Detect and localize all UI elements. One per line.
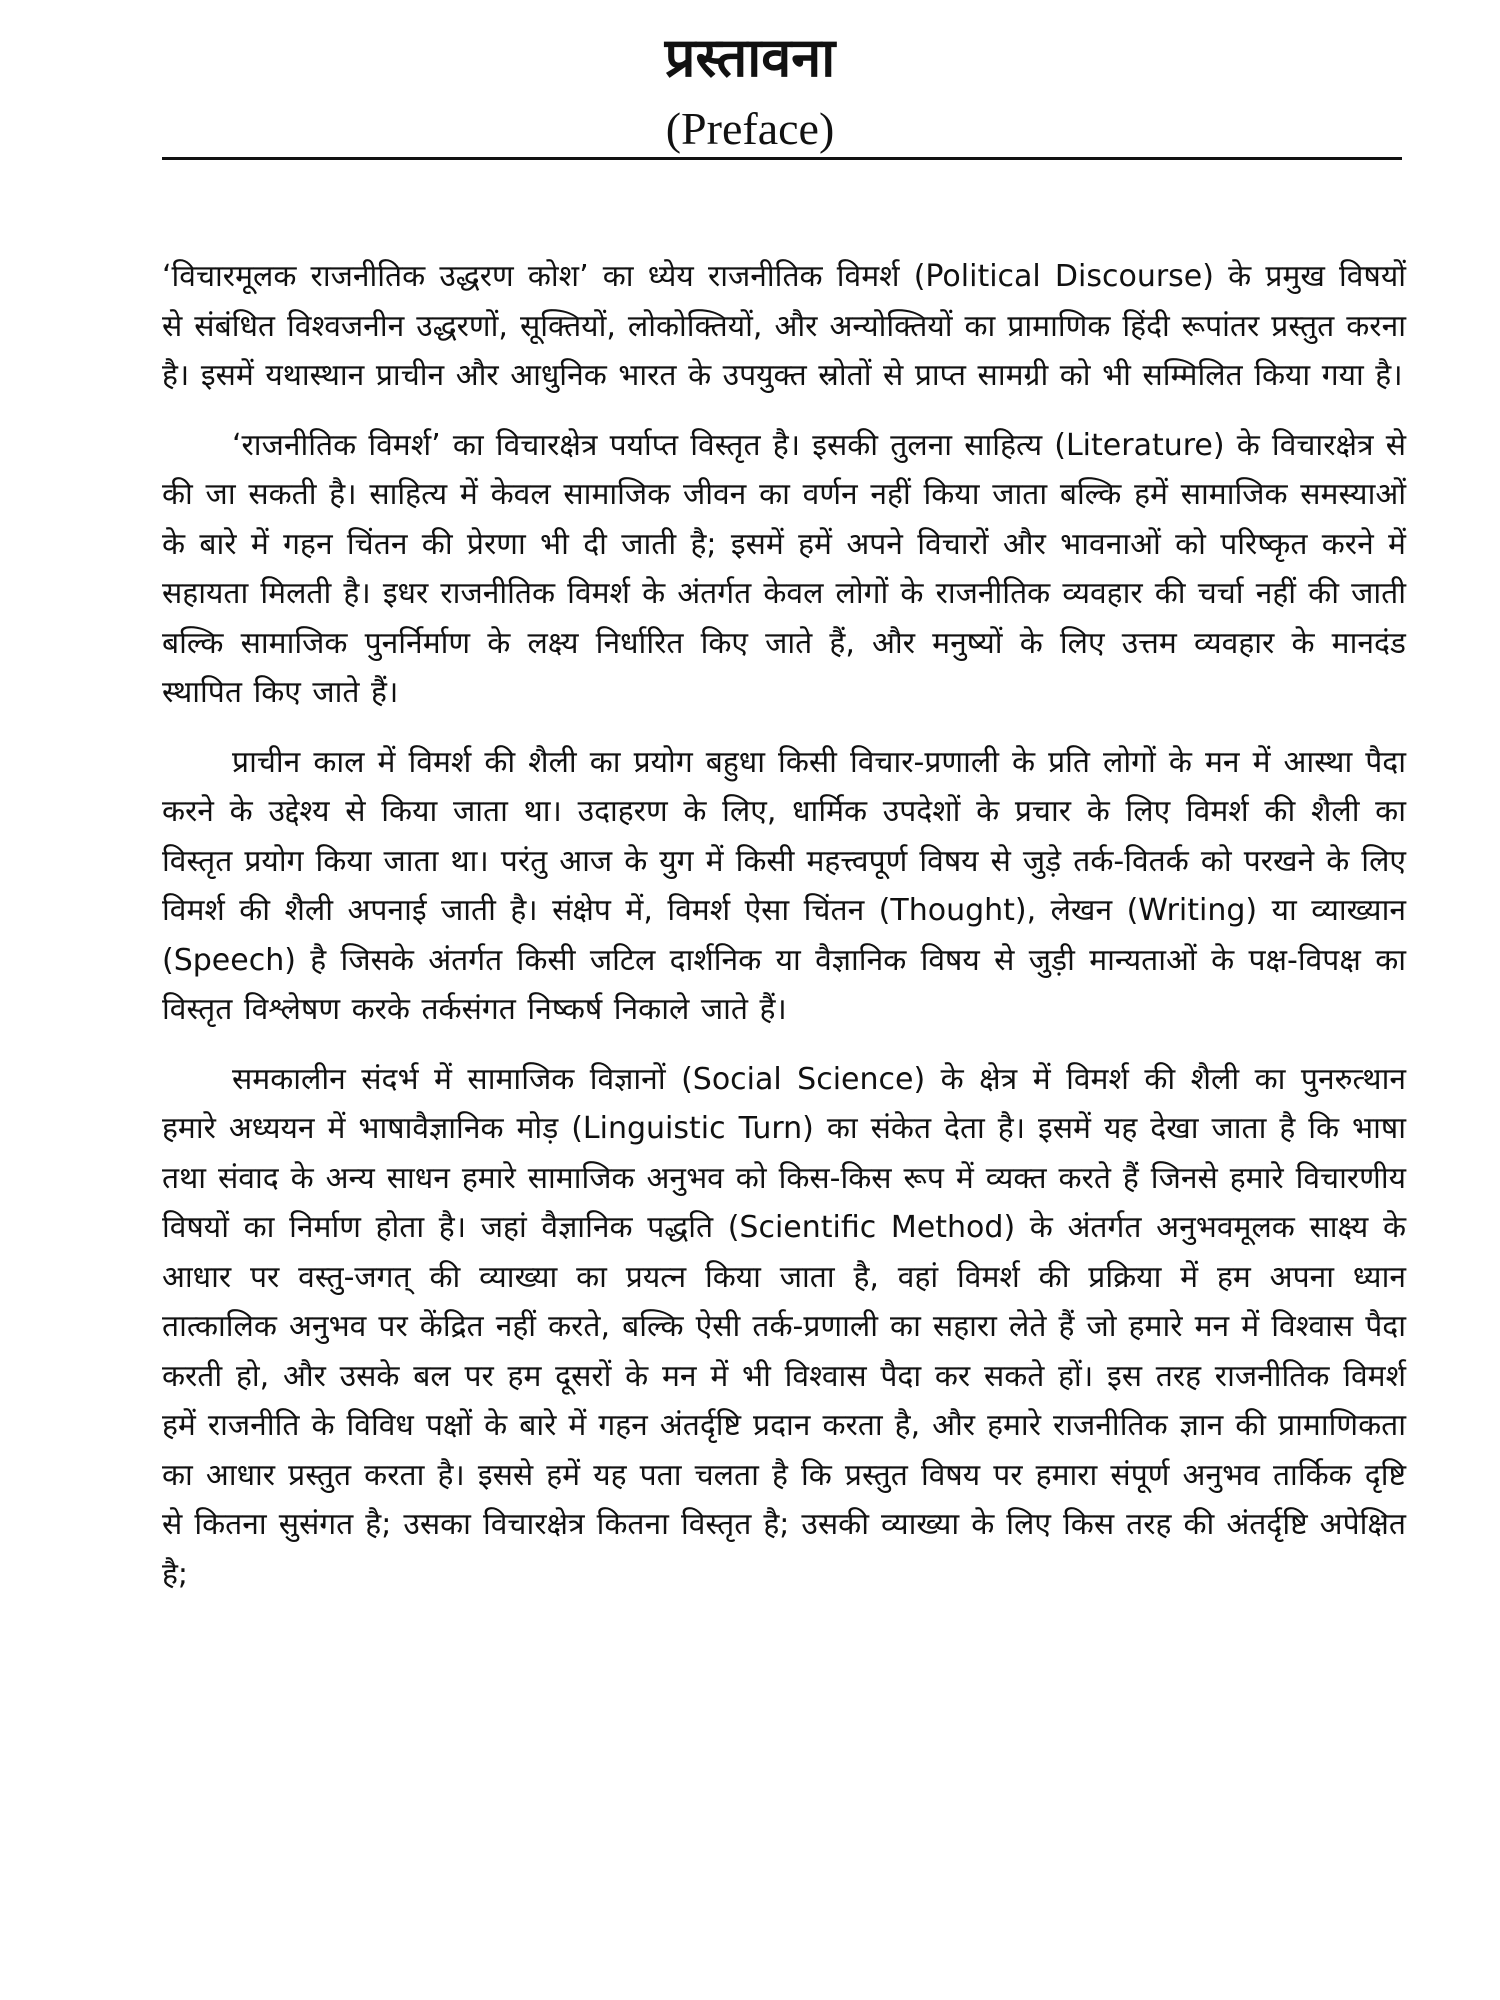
document-body bbox=[162, 252, 1406, 1619]
page-title: प्रस्तावना bbox=[664, 26, 836, 89]
paragraph-2: ‘राजनीतिक विमर्श’ का विचारक्षेत्र पर्याप्त विस्तृत है। इसकी तुलना साहित्य (Literature) के विचारक्षेत्र से की जा सकती है। साहित्य में केवल सामाजिक जीवन का वर्णन नहीं किया जाता बल्कि हमें सामाजिक समस्याओं के बारे में गहन चिंतन की प्रेरणा भी दी जाती है; इसमें हमें अपने विचारों और भावनाओं को परिष्कृत करने में सहायता मिलती है। इधर राजनीतिक विमर्श के अंतर्गत केवल लोगों के राजनीतिक व्यवहार की चर्चा नहीं की जाती बल्कि सामाजिक पुनर्निर्माण के लक्ष्य निर्धारित किए जाते हैं, और मनुष्यों के लिए उत्तम व्यवहार के मानदंड स्थापित किए जाते हैं। bbox=[162, 427, 1406, 710]
paragraph-1: ‘विचारमूलक राजनीतिक उद्धरण कोश’ का ध्येय राजनीतिक विमर्श (Political Discourse) के प्रमुख विषयों से संबंधित विश्वजनीन उद्धरणों, सूक्तियों, लोकोक्तियों, और अन्योक्तियों का प्रामाणिक हिंदी रूपांतर प्रस्तुत करना है। इसमें यथास्थान प्राचीन और आधुनिक भारत के उपयुक्त स्रोतों से प्राप्त सामग्री को भी सम्मिलित किया गया है। bbox=[162, 259, 1406, 393]
page-subtitle: (Preface) bbox=[665, 103, 835, 154]
paragraph-3: प्राचीन काल में विमर्श की शैली का प्रयोग बहुधा किसी विचार-प्रणाली के प्रति लोगों के मन में आस्था पैदा करने के उद्देश्य से किया जाता था। उदाहरण के लिए, धार्मिक उपदेशों के प्रचार के लिए विमर्श की शैली का विस्तृत प्रयोग किया जाता था। परंतु आज के युग में किसी महत्त्वपूर्ण विषय से जुड़े तर्क-वितर्क को परखने के लिए विमर्श की शैली अपनाई जाती है। संक्षेप में, विमर्श ऐसा चिंतन (Thought), लेखन (Writing) या व्याख्यान (Speech) है जिसके अंतर्गत किसी जटिल दार्शनिक या वैज्ञानिक विषय से जुड़ी मान्यताओं के पक्ष-विपक्ष का विस्तृत विश्लेषण करके तर्कसंगत निष्कर्ष निकाले जाते हैं। bbox=[162, 744, 1406, 1027]
title-divider bbox=[162, 157, 1402, 160]
paragraph-4: समकालीन संदर्भ में सामाजिक विज्ञानों (Social Science) के क्षेत्र में विमर्श की शैली का पुनरुत्थान हमारे अध्ययन में भाषावैज्ञानिक मोड़ (Linguistic Turn) का संकेत देता है। इसमें यह देखा जाता है कि भाषा तथा संवाद के अन्य साधन हमारे सामाजिक अनुभव को किस-किस रूप में व्यक्त करते हैं जिनसे हमारे विचारणीय विषयों का निर्माण होता है। जहां वैज्ञानिक पद्धति (Scientific Method) के अंतर्गत अनुभवमूलक साक्ष्य के आधार पर वस्तु-जगत् की व्याख्या का प्रयत्न किया जाता है, वहां विमर्श की प्रक्रिया में हम अपना ध्यान तात्कालिक अनुभव पर केंद्रित नहीं करते, बल्कि ऐसी तर्क-प्रणाली का सहारा लेते हैं जो हमारे मन में विश्वास पैदा करती हो, और उसके बल पर हम दूसरों के मन में भी विश्वास पैदा कर सकते हों। इस तरह राजनीतिक विमर्श हमें राजनीति के विविध पक्षों के बारे में गहन अंतर्दृष्टि प्रदान करता है, और हमारे राजनीतिक ज्ञान की प्रामाणिकता का आधार प्रस्तुत करता है। इससे हमें यह पता चलता है कि प्रस्तुत विषय पर हमारा संपूर्ण अनुभव तार्किक दृष्टि से कितना सुसंगत है; उसका विचारक्षेत्र कितना विस्तृत है; उसकी व्याख्या के लिए किस तरह की अंतर्दृष्टि अपेक्षित है; bbox=[162, 1061, 1406, 1592]
